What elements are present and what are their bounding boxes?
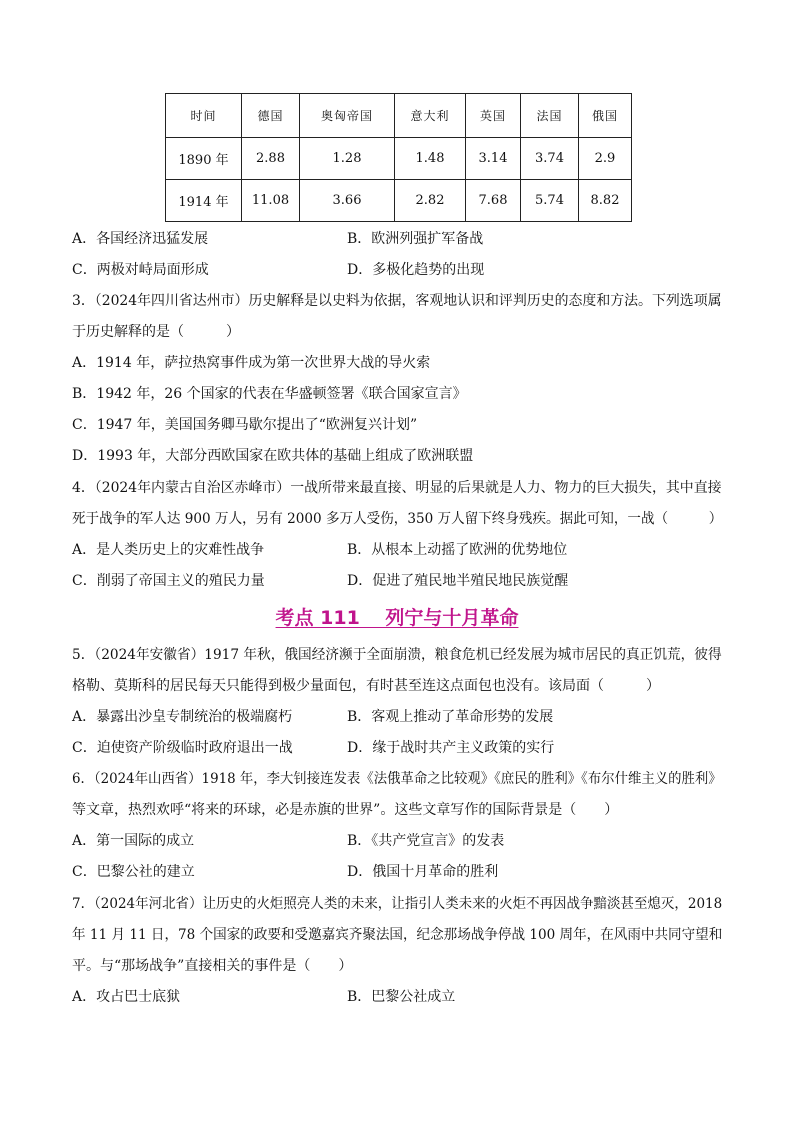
q5-option-b: B．客观上推动了革命形势的发展 xyxy=(347,709,554,725)
q2-option-a: A．各国经济迅猛发展 xyxy=(72,231,209,247)
table-cell: 1.28 xyxy=(300,138,395,180)
table-header-row xyxy=(166,94,632,138)
q7-stem-line2: 年 11 月 11 日，78 个国家的政要和受邀嘉宾齐聚法国，纪念那场战争停战 100 周年，在风雨中共同守望和 xyxy=(72,927,723,943)
q3-option-d: D．1993 年，大部分西欧国家在欧共体的基础上组成了欧洲联盟 xyxy=(72,448,474,464)
table-cell: 3.14 xyxy=(466,138,521,180)
q5-option-d: D．缘于战时共产主义政策的实行 xyxy=(347,740,555,756)
q3-option-c: C．1947 年，美国国务卿马歇尔提出了“欧洲复兴计划” xyxy=(72,417,418,433)
table-header-cell: 奥匈帝国 xyxy=(300,94,395,138)
table-cell: 5.74 xyxy=(521,180,579,222)
section-heading-text: 考点 111 列宁与十月革命 xyxy=(275,607,519,629)
q2-option-c: C．两极对峙局面形成 xyxy=(72,262,209,278)
q6-stem-line1: 6．（2024年山西省）1918 年，李大钊接连发表《法俄革命之比较观》《庶民的胜利》《布尔什维主义的胜利》 xyxy=(72,771,722,787)
table-cell: 2.88 xyxy=(242,138,300,180)
q3-option-b: B．1942 年，26 个国家的代表在华盛顿签署《联合国家宣言》 xyxy=(72,386,467,402)
q4-option-b: B．从根本上动摇了欧洲的优势地位 xyxy=(347,542,568,558)
q3-option-a: A．1914 年，萨拉热窝事件成为第一次世界大战的导火索 xyxy=(72,355,431,371)
q6-option-c: C．巴黎公社的建立 xyxy=(72,864,195,880)
table-cell: 7.68 xyxy=(466,180,521,222)
table-header-cell: 俄国 xyxy=(579,94,632,138)
q2-option-d: D．多极化趋势的出现 xyxy=(347,262,485,278)
q5-stem-line1: 5．（2024年安徽省）1917 年秋，俄国经济濒于全面崩溃，粮食危机已经发展为城市居民的真正饥荒，彼得 xyxy=(72,647,722,663)
table-cell: 1.48 xyxy=(395,138,466,180)
table-header-cell: 意大利 xyxy=(395,94,466,138)
q4-option-a: A．是人类历史上的灾难性战争 xyxy=(72,542,265,558)
section-heading xyxy=(0,603,794,630)
q7-stem-line1: 7．（2024年河北省）让历史的火炬照亮人类的未来，让指引人类未来的火炬不再因战争黯淡甚至熄灭，2018 xyxy=(72,896,723,912)
table-cell: 1914 年 xyxy=(166,180,242,222)
table-cell: 1890 年 xyxy=(166,138,242,180)
table-cell: 2.9 xyxy=(579,138,632,180)
q6-option-d: D．俄国十月革命的胜利 xyxy=(347,864,499,880)
q3-stem-line2: 于历史解释的是（ ） xyxy=(72,324,240,340)
q4-option-c: C．削弱了帝国主义的殖民力量 xyxy=(72,573,265,589)
q7-option-b: B．巴黎公社成立 xyxy=(347,989,456,1005)
data-table xyxy=(165,93,632,222)
table-row xyxy=(166,180,632,222)
q6-stem-line2: 等文章，热烈欢呼“将来的环球，必是赤旗的世界”。这些文章写作的国际背景是（ ） xyxy=(72,802,619,818)
q7-option-a: A．攻占巴士底狱 xyxy=(72,989,181,1005)
table-cell: 3.74 xyxy=(521,138,579,180)
table-header-cell: 时间 xyxy=(166,94,242,138)
q5-stem-line2: 格勒、莫斯科的居民每天只能得到极少量面包，有时甚至连这点面包也没有。该局面（ ） xyxy=(72,678,660,694)
q4-option-d: D．促进了殖民地半殖民地民族觉醒 xyxy=(347,573,569,589)
q6-option-b: B．《共产党宣言》的发表 xyxy=(347,833,505,849)
table-cell: 11.08 xyxy=(242,180,300,222)
q4-stem-line1: 4．（2024年内蒙古自治区赤峰市）一战所带来最直接、明显的后果就是人力、物力的巨大损失，其中直接 xyxy=(72,480,722,496)
table-cell: 8.82 xyxy=(579,180,632,222)
table-header-cell: 法国 xyxy=(521,94,579,138)
q5-option-a: A．暴露出沙皇专制统治的极端腐朽 xyxy=(72,709,293,725)
q5-option-c: C．迫使资产阶级临时政府退出一战 xyxy=(72,740,293,756)
table-cell: 3.66 xyxy=(300,180,395,222)
table-header-cell: 英国 xyxy=(466,94,521,138)
q7-stem-line3: 平。与“那场战争”直接相关的事件是（ ） xyxy=(72,958,353,974)
q2-option-b: B．欧洲列强扩军备战 xyxy=(347,231,484,247)
q6-option-a: A．第一国际的成立 xyxy=(72,833,195,849)
q4-stem-line2: 死于战争的军人达 900 万人，另有 2000 多万人受伤，350 万人留下终身残疾。据此可知，一战（ ） xyxy=(72,511,723,527)
table-row xyxy=(166,138,632,180)
table-cell: 2.82 xyxy=(395,180,466,222)
q3-stem-line1: 3．（2024年四川省达州市）历史解释是以史料为依据，客观地认识和评判历史的态度和方法。下列选项属 xyxy=(72,293,722,309)
table-header-cell: 德国 xyxy=(242,94,300,138)
